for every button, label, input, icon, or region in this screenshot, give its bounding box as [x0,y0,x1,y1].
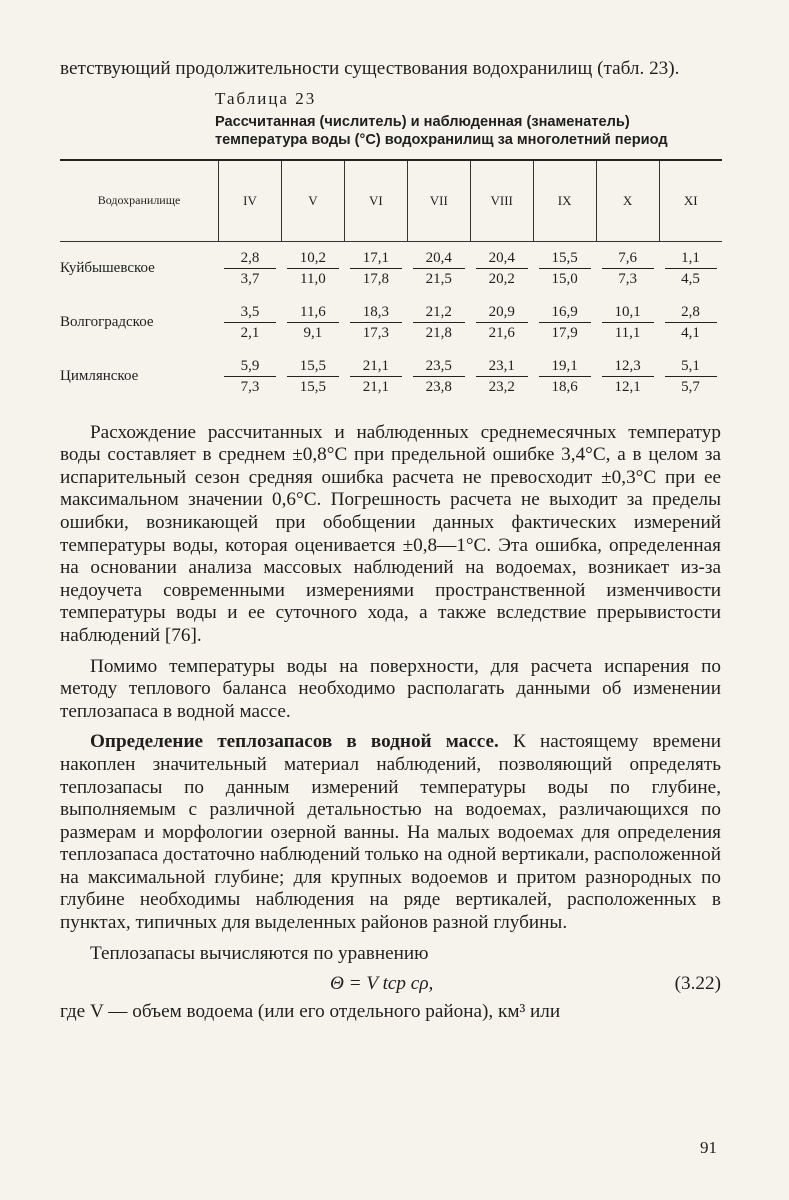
calculated-value: 2,8 [665,302,717,323]
calculated-value: 11,6 [287,302,339,323]
temperature-cell [596,241,659,296]
observed-value: 12,1 [614,379,641,396]
calculated-value: 16,9 [539,302,591,323]
observed-value: 7,3 [240,379,260,396]
reservoir-name: Куйбышевское [60,260,155,277]
observed-value: 23,8 [425,379,452,396]
observed-value: 9,1 [303,325,323,342]
paragraph-3-text: К настоящему времени накоплен значительный материал наблюдений, позволяющий определять теплозапасы по данным измерений температуры воды по глубине, выполняемым с различной детальностью на водоемах, различающихся по размерам и морфологии озерной ванны. На малых водоемах для определения теплозапаса достаточно наблюдений только на одной вертикали, расположенной на максимальной глубине; для крупных водоемов и притом разнородных по глубине необходимы наблюдения на ряде вертикалей, расположенных в пунктах, типичных для выделенных районов разной глубины. [60,731,721,934]
paragraph-1: Расхождение рассчитанных и наблюденных среднемесячных температур воды составляет в среднем ±0,8°С при предельной ошибке 3,4°С, а в целом за испарительный сезон средняя ошибка расчета не превосходит ±0,3°С при ее максимальном значении 0,6°С. Погрешность расчета не выходит за пределы ошибки, возникающей при обобщении данных фактических измерений температуры воды, которая оценивается ±0,8—1°С. Эта ошибка, определенная на основании анализа массовых наблюдений на водоемах, возникает из-за недоучета современными измерениями пространственной изменчивости температуры воды и ее суточного хода, а также вследствие прерывистости наблюдений [76]. [60,421,721,646]
calculated-value: 5,9 [224,356,276,377]
temperature-cell [219,241,282,296]
temperature-cell [219,350,282,404]
header-month: VII [407,160,470,242]
page-number: 91 [700,1138,717,1157]
fraction [287,248,339,289]
observed-value: 15,5 [299,379,327,396]
calculated-value: 3,5 [224,302,276,323]
formula-row [60,973,721,997]
fraction [350,356,402,397]
calculated-value: 5,1 [665,356,717,377]
calculated-value: 17,1 [350,248,402,269]
observed-value: 2,1 [240,325,260,342]
fraction [287,302,339,343]
observed-value: 23,2 [488,379,515,396]
temperature-cell [344,241,407,296]
fraction [224,248,276,289]
fraction [539,302,591,343]
calculated-value: 7,6 [602,248,654,269]
calculated-value: 15,5 [287,356,339,377]
header-month: X [596,160,659,242]
temperature-cell [281,241,344,296]
paragraph-5: где V — объем водоема (или его отдельного района), км³ или [60,1001,561,1023]
fraction [413,356,465,397]
calculated-value: 20,4 [476,248,528,269]
header-month: VI [344,160,407,242]
reservoir-name: Волгоградское [60,314,154,331]
observed-value: 21,8 [425,325,452,342]
temperature-cell [533,350,596,404]
temperature-cell [344,296,407,350]
calculated-value: 20,9 [476,302,528,323]
calculated-value: 21,2 [413,302,465,323]
fraction [539,248,591,289]
observed-value: 18,6 [551,379,578,396]
temperature-cell [219,296,282,350]
table-caption: Рассчитанная (числитель) и наблюденная (знаменатель) температура воды (°С) водохранилищ за многолетний период [215,113,668,148]
temperature-cell [407,296,470,350]
fraction [602,356,654,397]
header-month: V [281,160,344,242]
reservoir-name: Цимлянское [60,368,139,385]
fraction [224,302,276,343]
paragraph-2: Помимо температуры воды на поверхности, для расчета испарения по методу теплового баланса необходимо располагать данными об изменении теплозапаса в водной массе. [60,655,721,722]
observed-value: 3,7 [240,271,260,288]
observed-value: 21,5 [425,271,452,288]
temperature-cell [470,296,533,350]
temperature-cell [533,296,596,350]
temperature-cell [470,241,533,296]
temperature-table [60,159,722,404]
fraction [476,302,528,343]
fraction [350,302,402,343]
temperature-cell [407,350,470,404]
calculated-value: 12,3 [602,356,654,377]
temperature-cell [659,296,722,350]
table-number: Таблица 23 [215,88,317,108]
header-month: XI [659,160,722,242]
fraction [224,356,276,397]
temperature-cell [659,241,722,296]
calculated-value: 10,1 [602,302,654,323]
observed-value: 21,1 [362,379,389,396]
temperature-cell [407,241,470,296]
observed-value: 17,8 [362,271,389,288]
observed-value: 17,3 [362,325,389,342]
fraction [476,248,528,289]
observed-value: 4,5 [681,271,700,288]
formula-expression: Θ = V tср cρ, [330,973,434,995]
section-heading: Определение теплозапасов в водной массе. [90,731,499,753]
header-month: IX [533,160,596,242]
temperature-cell [533,241,596,296]
observed-value: 21,6 [488,325,515,342]
paragraph-0: ветствующий продолжительности существования водохранилищ (табл. 23). [60,58,680,79]
table-header-row [60,160,722,242]
observed-value: 4,1 [681,325,700,342]
table-body [60,241,722,404]
calculated-value: 23,5 [413,356,465,377]
header-month: VIII [470,160,533,242]
fraction [476,356,528,397]
calculated-value: 1,1 [665,248,717,269]
observed-value: 11,1 [614,325,641,342]
formula-number: (3.22) [674,973,721,995]
fraction [287,356,339,397]
calculated-value: 21,1 [350,356,402,377]
table-row [60,241,722,296]
paragraph-3 [60,731,721,934]
temperature-cell [596,296,659,350]
temperature-cell [470,350,533,404]
observed-value: 15,0 [551,271,578,288]
observed-value: 20,2 [488,271,515,288]
temperature-cell [596,350,659,404]
fraction [665,302,717,343]
fraction [665,356,717,397]
header-reservoir: Водохранилище [60,160,219,242]
calculated-value: 23,1 [476,356,528,377]
fraction [350,248,402,289]
table-row [60,296,722,350]
fraction [413,302,465,343]
paragraph-4: Теплозапасы вычисляются по уравнению [90,942,429,964]
temperature-cell [659,350,722,404]
temperature-cell [344,350,407,404]
observed-value: 17,9 [551,325,578,342]
header-month: IV [219,160,282,242]
calculated-value: 19,1 [539,356,591,377]
calculated-value: 18,3 [350,302,402,323]
temperature-cell [281,296,344,350]
observed-value: 5,7 [681,379,700,396]
fraction [413,248,465,289]
fraction [539,356,591,397]
observed-value: 7,3 [618,271,637,288]
calculated-value: 15,5 [539,248,591,269]
calculated-value: 2,8 [224,248,276,269]
table-row [60,350,722,404]
temperature-cell [281,350,344,404]
calculated-value: 20,4 [413,248,465,269]
fraction [665,248,717,289]
fraction [602,248,654,289]
calculated-value: 10,2 [287,248,339,269]
observed-value: 11,0 [300,271,326,288]
fraction [602,302,654,343]
